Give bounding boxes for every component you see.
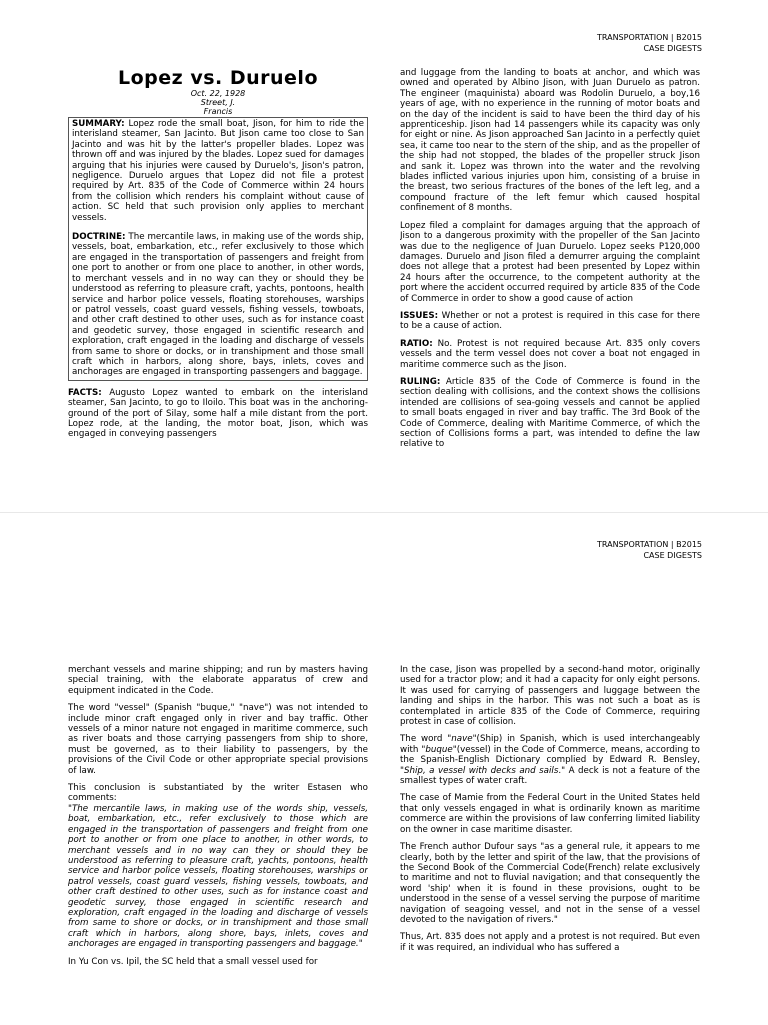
left-column bbox=[68, 665, 368, 1025]
summary-text: Lopez rode the small boat, Jison, for him to ride the interisland steamer, San Jacinto. But Jison came too close to San Jacinto and was hit by the latter's propeller blades. Lopez was thrown off and was injured by the blades. Lopez sued for damages arguing that his injuries were caused by Duruelo's, Jison's patron, negligence. Duruelo argues that Lopez did not file a protest required by Art. 835 of the Code of Commerce within 24 hours from the collision which renders his complaint without cause of action. SC held that such provision only applies to merchant vessels. bbox=[72, 119, 364, 223]
doctrine-text: The mercantile laws, in making use of the words ship, vessels, boat, embarkation, etc., refer exclusively to those which are engaged in the transportation of passengers and freight from one port to another or from one place to another, in other words, to merchant vessels and in no way can they or should they be understood as referring to pleasure craft, yachts, pontoons, health service and harbor police vessels, floating storehouses, warships or patrol vessels, coast guard vessels, fishing vessels, towboats, and other craft destined to other uses, such as for instance coast and geodetic survey, those engaged in scientific research and exploration, craft engaged in the loading and discharge of vessels from same to shore or docks, or in transhipment and those small craft which in harbors, along shore, bays, inlets, coves and anchorages are engaged in transporting passengers and baggage. bbox=[72, 232, 364, 378]
ruling-label: RULING: bbox=[400, 376, 441, 387]
nave-paragraph bbox=[400, 734, 700, 786]
mamie-paragraph: The case of Mamie from the Federal Court in the United States held that only vessels engaged in what is ordinarily known as maritime commerce are within the provisions of law conferring limited liability on the owner in case maritime disaster. bbox=[400, 793, 700, 835]
page-2 bbox=[0, 512, 768, 1025]
nave-text-c: "(vessel) in the Code of Commerce, means, according to the Spanish-English Dictionary complied by Edward R. Bensley, " bbox=[400, 744, 700, 776]
summary-label: SUMMARY: bbox=[72, 119, 125, 129]
summary-paragraph bbox=[72, 119, 364, 223]
vessel-definition-paragraph: The word "vessel" (Spanish "buque," "nave") was not intended to include minor craft engaged only in river and bay traffic. Other vessels of a minor nature not engaged in maritime commerce, such as river boats and those carrying passengers from ship to shore, must be governed, as to their liability to passengers, by the provisions of the Civil Code or other appropriate special provisions of law. bbox=[68, 703, 368, 776]
dufour-paragraph: The French author Dufour says "as a general rule, it appears to me clearly, both by the letter and spirit of the law, that the provisions of the Second Book of the Commercial Code(French) relate exclusively to maritime and not to fluvial navigation; and that consequently the word 'ship' when it is found in these provisions, ought to be understood in the sense of a vessel serving the purpose of maritime navigation of seagoing vessel, and not in the sense of a vessel devoted to the navigation of rivers." bbox=[400, 842, 700, 925]
case-ponente: Street, J. bbox=[200, 98, 236, 107]
page-1 bbox=[0, 0, 768, 512]
yu-con-paragraph: In Yu Con vs. Ipil, the SC held that a small vessel used for bbox=[68, 956, 318, 967]
right-column bbox=[400, 665, 700, 1025]
page-header bbox=[597, 33, 702, 54]
estasen-intro: This conclusion is substantiated by the writer Estasen who comments: bbox=[68, 783, 368, 804]
ruling-paragraph bbox=[400, 377, 700, 450]
nave-text-b: "(Ship) in Spanish, which is used interchangeably with " bbox=[400, 734, 700, 755]
issues-label: ISSUES: bbox=[400, 310, 439, 321]
facts-continued: and luggage from the landing to boats at anchor, and which was owned and operated by Albino Jison, with Juan Duruelo as patron. The engineer (maquinista) aboard was Rodolin Duruelo, a boy,16 years of age, with no experience in the running of motor boats and on the day of the incident is said to have been the third day of his apprenticeship. Jison had 14 passengers while its capacity was only for eight or nine. As Jison approached San Jacinto in a perfectly quiet sea, it came too near to the stern of the ship, and as the propeller of the ship had not stopped, the blades of the propeller struck Jison and sank it. Lopez was thrown into the water and the revolving blades inflicted various injuries upon him, consisting of a bruise in the breast, two serious fractures of the bones of the left leg, and a compound fracture of the left femur which caused hospital confinement of 8 months. bbox=[400, 68, 700, 214]
case-date: Oct. 22, 1928 bbox=[190, 89, 246, 98]
jison-paragraph: In the case, Jison was propelled by a second-hand motor, originally used for a tractor plow; and it had a capacity for only eight persons. It was used for carrying of passengers and luggage between the landing and ships in the harbor. This was not such a boat as is contemplated in article 835 of the Code of Commerce, requiring protest in case of collision. bbox=[400, 665, 700, 728]
facts-paragraph bbox=[68, 388, 368, 440]
ruling-text: Article 835 of the Code of Commerce is found in the section dealing with collisions, and the context shows the collisions intended are collisions of sea-going vessels and cannot be applied to small boats engaged in river and bay traffic. The 3rd Book of the Code of Commerce, dealing with Maritime Commerce, of which the section of Collisions forms a part, was intended to define the law relative to bbox=[400, 376, 700, 450]
header-subtitle: CASE DIGESTS bbox=[643, 550, 702, 560]
nave-text-a: The word " bbox=[400, 734, 452, 745]
summary-doctrine-box bbox=[68, 117, 368, 381]
right-column bbox=[400, 68, 700, 512]
left-column bbox=[68, 67, 368, 512]
estasen-quote: "The mercantile laws, in making use of the words ship, vessels, boat, embarkation, etc., refer exclusively to those which are engaged in the transportation of passengers and freight from one port to another or from one place to another, in other words, to merchant vessels and in no way can they or should they be understood as referring to pleasure craft, yachts, pontoons, health service and harbor police vessels, floating storehouses, warships or patrol vessels, coast guard vessels, fishing vessels, towboats, and other craft destined to other uses, such as for instance coast and geodetic survey, those engaged in scientific research and exploration, craft engaged in the loading and discharge of vessels from same to shore or docks, or in transhipment and those small craft which in harbors, along shore, bays, inlets, coves and anchorages are engaged in transporting passengers and baggage." bbox=[68, 803, 368, 950]
ruling-continued: merchant vessels and marine shipping; and run by masters having special training, with the elaborate apparatus of crew and equipment indicated in the Code. bbox=[68, 665, 368, 696]
ship-definition: Ship, a vessel with decks and sails bbox=[404, 765, 559, 776]
digest-author: Francis bbox=[203, 107, 233, 116]
doctrine-paragraph bbox=[72, 232, 364, 378]
nave-text-d: ." A deck is not a feature of the smallest types of water craft. bbox=[400, 765, 700, 787]
case-title: Lopez vs. Duruelo bbox=[118, 67, 318, 89]
header-course: TRANSPORTATION | B2015 bbox=[596, 540, 702, 549]
nave-term: nave bbox=[451, 734, 473, 745]
ratio-label: RATIO: bbox=[400, 338, 433, 349]
ratio-paragraph bbox=[400, 339, 700, 370]
header-course: TRANSPORTATION | B2015 bbox=[596, 33, 702, 42]
facts-label: FACTS: bbox=[68, 387, 102, 398]
doctrine-label: DOCTRINE: bbox=[72, 232, 126, 243]
issues-paragraph bbox=[400, 311, 700, 332]
conclusion-paragraph: Thus, Art. 835 does not apply and a protest is not required. But even if it was required, an individual who has suffered a bbox=[400, 932, 700, 953]
facts-text: Augusto Lopez wanted to embark on the interisland steamer, San Jacinto, to go to Iloilo. This boat was in the anchoring-ground of the port of Silay, some half a mile distant from the port. Lopez rode, at the landing, the motor boat, Jison, which was engaged in conveying passengers bbox=[68, 387, 368, 440]
ratio-text: No. Protest is not required because Art. 835 only covers vessels and the term vessel does not cover a boat not engaged in maritime commerce such as the Jison. bbox=[400, 338, 700, 370]
issues-text: Whether or not a protest is required in this case for there to be a cause of action. bbox=[400, 310, 700, 332]
page-header bbox=[597, 540, 702, 561]
header-subtitle: CASE DIGESTS bbox=[643, 43, 702, 53]
complaint-paragraph: Lopez filed a complaint for damages arguing that the approach of Jison to a dangerous proximity with the propeller of the San Jacinto was due to the negligence of Juan Duruelo. Lopez seeks P120,000 damages. Duruelo and Jison filed a demurrer arguing the complaint does not allege that a protest had been presented by Lopez within 24 hours after the occurrence, to the competent authority at the port where the accident occurred required by article 835 of the Code of Commerce in order to show a good cause of action bbox=[400, 220, 700, 304]
buque-term: buque bbox=[425, 744, 453, 755]
